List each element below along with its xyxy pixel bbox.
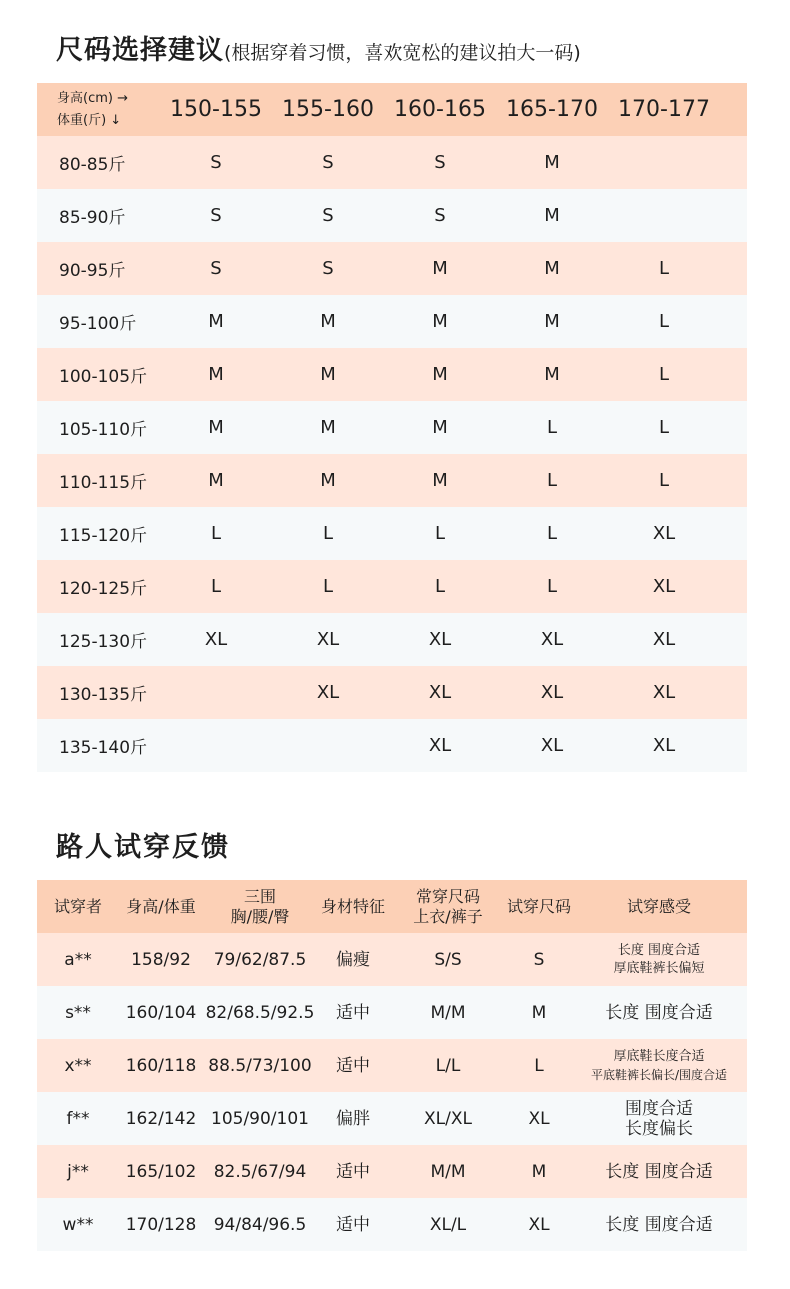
tester-cell: a**: [64, 949, 92, 970]
size-table-header: [37, 83, 747, 136]
size-cell: XL: [316, 682, 340, 703]
feeling-line: 平底鞋裤长偏长/围度合适: [590, 1067, 728, 1082]
height-header: 150-155: [170, 97, 262, 122]
size-cell: S: [210, 205, 222, 226]
size-cell: M: [544, 364, 560, 385]
body-type-cell: 适中: [336, 1002, 370, 1023]
feeling-cell: [571, 1048, 747, 1084]
size-cell: M: [320, 311, 336, 332]
body-type-cell: 偏胖: [336, 1108, 370, 1129]
measures-cell: 105/90/101: [211, 1108, 309, 1129]
header-tester: 试穿者: [53, 896, 102, 916]
weight-range-cell: 90-95斤: [59, 261, 126, 281]
tried-size-cell: M: [531, 1002, 547, 1023]
tester-cell: w**: [62, 1214, 94, 1235]
size-cell: L: [658, 470, 670, 491]
size-cell: S: [434, 152, 446, 173]
size-recommendation-table: [37, 83, 747, 772]
size-table-row: [37, 454, 747, 507]
size-cell: M: [544, 311, 560, 332]
header-measures-line2: 胸/腰/臀: [230, 906, 290, 926]
feeling-line: 围度合适: [625, 1098, 693, 1119]
size-cell: XL: [428, 629, 452, 650]
weight-range-cell: 120-125斤: [59, 579, 148, 599]
measures-cell: 79/62/87.5: [213, 949, 307, 970]
feeling-line: 长度 围度合适: [605, 1161, 713, 1182]
height-weight-cell: 170/128: [125, 1214, 197, 1235]
weight-range-cell: 115-120斤: [59, 526, 148, 546]
corner-height-label: 身高(cm) →: [57, 90, 128, 106]
size-cell: L: [322, 576, 334, 597]
feeling-cell: [571, 1003, 747, 1023]
size-cell: M: [208, 470, 224, 491]
size-cell: XL: [652, 576, 676, 597]
tester-cell: f**: [66, 1108, 90, 1129]
size-table-row: [37, 189, 747, 242]
size-cell: XL: [316, 629, 340, 650]
size-cell: L: [546, 576, 558, 597]
height-header: 160-165: [394, 97, 486, 122]
size-cell: S: [210, 152, 222, 173]
tried-size-cell: XL: [528, 1108, 550, 1129]
feeling-line: 长度偏长: [625, 1118, 693, 1139]
header-usual-line2: 上衣/裤子: [413, 906, 483, 926]
size-table-row: [37, 348, 747, 401]
height-header: 170-177: [618, 97, 710, 122]
size-cell: L: [658, 311, 670, 332]
size-cell: L: [434, 523, 446, 544]
size-cell: XL: [652, 523, 676, 544]
header-body-type: 身材特征: [320, 896, 385, 916]
feeling-cell: [571, 942, 747, 978]
size-cell: M: [432, 258, 448, 279]
feedback-title: 路人试穿反馈: [56, 832, 230, 863]
size-cell: M: [208, 417, 224, 438]
size-table-row: [37, 295, 747, 348]
size-cell: L: [658, 364, 670, 385]
measures-cell: 82/68.5/92.5: [205, 1002, 315, 1023]
size-cell: L: [322, 523, 334, 544]
size-cell: XL: [540, 682, 564, 703]
feeling-line: 厚底鞋长度合适: [613, 1048, 705, 1064]
size-cell: S: [434, 205, 446, 226]
body-type-cell: 偏瘦: [336, 949, 370, 970]
tried-size-cell: XL: [528, 1214, 550, 1235]
tried-size-cell: L: [534, 1055, 544, 1076]
size-cell: M: [320, 470, 336, 491]
header-usual-line1: 常穿尺码: [415, 886, 480, 906]
feedback-table-row: [37, 1198, 747, 1251]
usual-size-cell: M/M: [430, 1002, 466, 1023]
size-cell: L: [210, 523, 222, 544]
height-weight-cell: 162/142: [125, 1108, 197, 1129]
size-cell: M: [320, 417, 336, 438]
size-cell: S: [210, 258, 222, 279]
size-cell: XL: [540, 629, 564, 650]
size-cell: M: [432, 364, 448, 385]
height-weight-cell: 160/118: [125, 1055, 197, 1076]
size-cell: L: [210, 576, 222, 597]
size-guide-subtitle: (根据穿着习惯，喜欢宽松的建议拍大一码): [224, 42, 581, 64]
header-usual-size: [389, 887, 507, 927]
height-header: 155-160: [282, 97, 374, 122]
size-cell: M: [320, 364, 336, 385]
corner-weight-label: 体重(斤) ↓: [57, 112, 122, 128]
feedback-table-row: [37, 986, 747, 1039]
size-table-row: [37, 613, 747, 666]
size-cell: L: [546, 470, 558, 491]
size-cell: L: [658, 417, 670, 438]
usual-size-cell: S/S: [434, 949, 462, 970]
size-table-row: [37, 666, 747, 719]
usual-size-cell: M/M: [430, 1161, 466, 1182]
header-tried-size: 试穿尺码: [507, 896, 572, 916]
size-table-row: [37, 401, 747, 454]
height-header: 165-170: [506, 97, 598, 122]
header-feeling: 试穿感受: [626, 896, 691, 916]
size-table-row: [37, 242, 747, 295]
weight-range-cell: 110-115斤: [59, 473, 148, 493]
measures-cell: 94/84/96.5: [213, 1214, 307, 1235]
weight-range-cell: 100-105斤: [59, 367, 148, 387]
tried-size-cell: M: [531, 1161, 547, 1182]
size-cell: M: [544, 205, 560, 226]
feeling-line: 厚底鞋裤长偏短: [613, 960, 705, 976]
height-weight-cell: 165/102: [125, 1161, 197, 1182]
size-cell: M: [432, 311, 448, 332]
usual-size-cell: XL/XL: [424, 1108, 472, 1129]
size-cell: XL: [204, 629, 228, 650]
height-weight-cell: 158/92: [131, 949, 191, 970]
size-guide-title-text: 尺码选择建议: [56, 35, 224, 66]
size-table-row: [37, 560, 747, 613]
feeling-cell: [571, 1162, 747, 1182]
size-cell: L: [434, 576, 446, 597]
feedback-table-row: [37, 1039, 747, 1092]
corner-cell: [37, 88, 160, 132]
size-cell: XL: [652, 735, 676, 756]
size-table-row: [37, 136, 747, 189]
weight-range-cell: 125-130斤: [59, 632, 148, 652]
feeling-line: 长度 围度合适: [605, 1214, 713, 1235]
tried-size-cell: S: [533, 949, 545, 970]
size-cell: XL: [540, 735, 564, 756]
usual-size-cell: L/L: [435, 1055, 461, 1076]
feedback-table-row: [37, 1145, 747, 1198]
size-table-row: [37, 719, 747, 772]
height-weight-cell: 160/104: [125, 1002, 197, 1023]
size-cell: M: [432, 470, 448, 491]
header-measures: [203, 887, 317, 927]
measures-cell: 88.5/73/100: [208, 1055, 312, 1076]
weight-range-cell: 80-85斤: [59, 155, 126, 175]
feeling-cell: [571, 1215, 747, 1235]
size-cell: S: [322, 258, 334, 279]
size-table-row: [37, 507, 747, 560]
feeling-line: 长度 围度合适: [605, 1002, 713, 1023]
weight-range-cell: 135-140斤: [59, 738, 148, 758]
body-type-cell: 适中: [336, 1055, 370, 1076]
usual-size-cell: XL/L: [429, 1214, 467, 1235]
size-cell: M: [544, 258, 560, 279]
size-cell: S: [322, 205, 334, 226]
size-cell: M: [208, 364, 224, 385]
tester-cell: s**: [65, 1002, 91, 1023]
measures-cell: 82.5/67/94: [213, 1161, 307, 1182]
feedback-table-row: [37, 933, 747, 986]
size-cell: M: [544, 152, 560, 173]
size-cell: XL: [652, 682, 676, 703]
fitting-feedback-table: [37, 880, 747, 1251]
weight-range-cell: 105-110斤: [59, 420, 148, 440]
size-cell: M: [432, 417, 448, 438]
size-cell: XL: [652, 629, 676, 650]
size-cell: S: [322, 152, 334, 173]
size-cell: L: [658, 258, 670, 279]
feeling-cell: [571, 1099, 747, 1139]
feedback-table-row: [37, 1092, 747, 1145]
size-cell: M: [208, 311, 224, 332]
size-cell: XL: [428, 682, 452, 703]
size-cell: L: [546, 523, 558, 544]
feeling-line: 长度 围度合适: [617, 942, 701, 958]
size-cell: XL: [428, 735, 452, 756]
header-height-weight: 身高/体重: [126, 896, 196, 916]
weight-range-cell: 85-90斤: [59, 208, 126, 228]
tester-cell: x**: [64, 1055, 92, 1076]
weight-range-cell: 95-100斤: [59, 314, 137, 334]
body-type-cell: 适中: [336, 1161, 370, 1182]
body-type-cell: 适中: [336, 1214, 370, 1235]
tester-cell: j**: [67, 1161, 89, 1182]
header-measures-line1: 三围: [243, 886, 276, 906]
feedback-table-header: [37, 880, 747, 933]
size-guide-title: [56, 28, 581, 67]
size-cell: L: [546, 417, 558, 438]
weight-range-cell: 130-135斤: [59, 685, 148, 705]
